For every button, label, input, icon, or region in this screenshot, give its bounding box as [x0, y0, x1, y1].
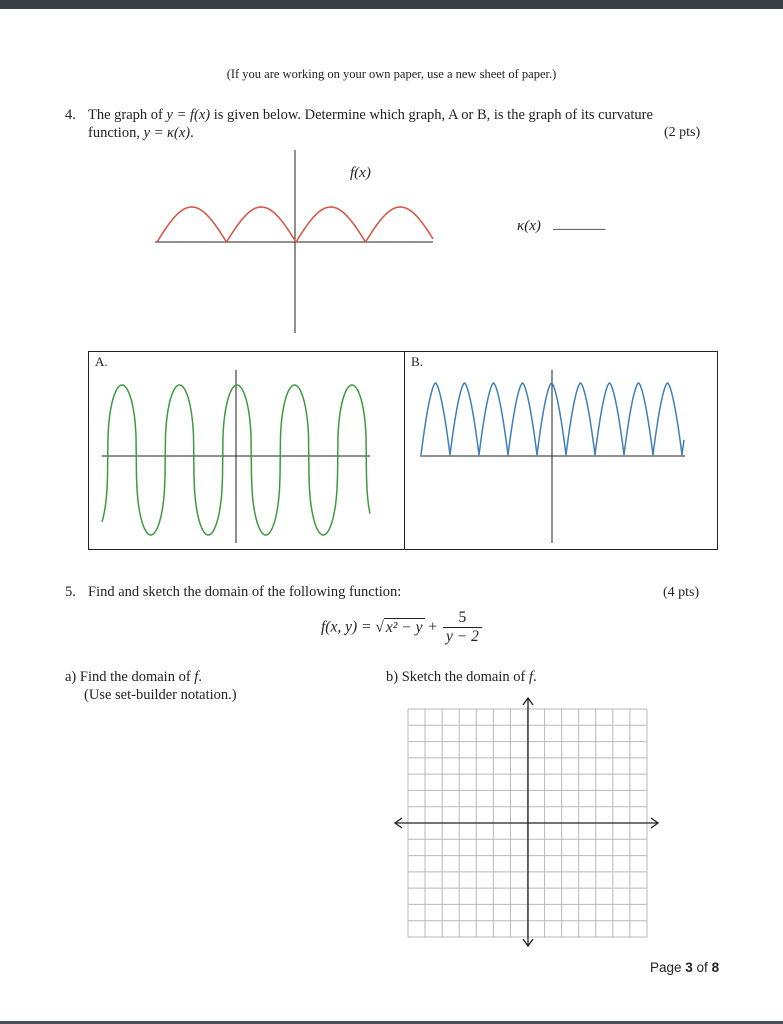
q4-line1: The graph of y = f(x) is given below. Determine which graph, A or B, is the graph of its curvature: [88, 107, 653, 123]
q5-part-a-note: (Use set-builder notation.): [84, 687, 237, 703]
q5-number: 5.: [65, 584, 76, 600]
q5-equation: f(x, y) = √ x² − y + $\frac{5}{y - 2}$: [321, 609, 482, 646]
grid-axes: [395, 698, 658, 946]
q5-part-b: b) Sketch the domain of f.: [386, 669, 537, 685]
q5-prompt: Find and sketch the domain of the following function:: [88, 584, 402, 600]
q4-points: (2 pts): [664, 125, 701, 140]
q4-line2: function, y = κ(x).: [88, 125, 194, 141]
paper-note: (If you are working on your own paper, use a new sheet of paper.): [226, 67, 557, 81]
f-graph-label: f(x): [350, 165, 371, 181]
graph-a-label[interactable]: A.: [95, 354, 108, 369]
kappa-label: κ(x): [517, 218, 541, 234]
q4-number: 4.: [65, 107, 76, 123]
graph-b-label[interactable]: B.: [411, 354, 423, 369]
q5-points: (4 pts): [663, 585, 700, 600]
q5-part-a: a) Find the domain of f.: [65, 669, 202, 685]
kappa-answer-blank[interactable]: _______: [553, 216, 606, 232]
page-number: Page 3 of 8: [650, 960, 720, 975]
